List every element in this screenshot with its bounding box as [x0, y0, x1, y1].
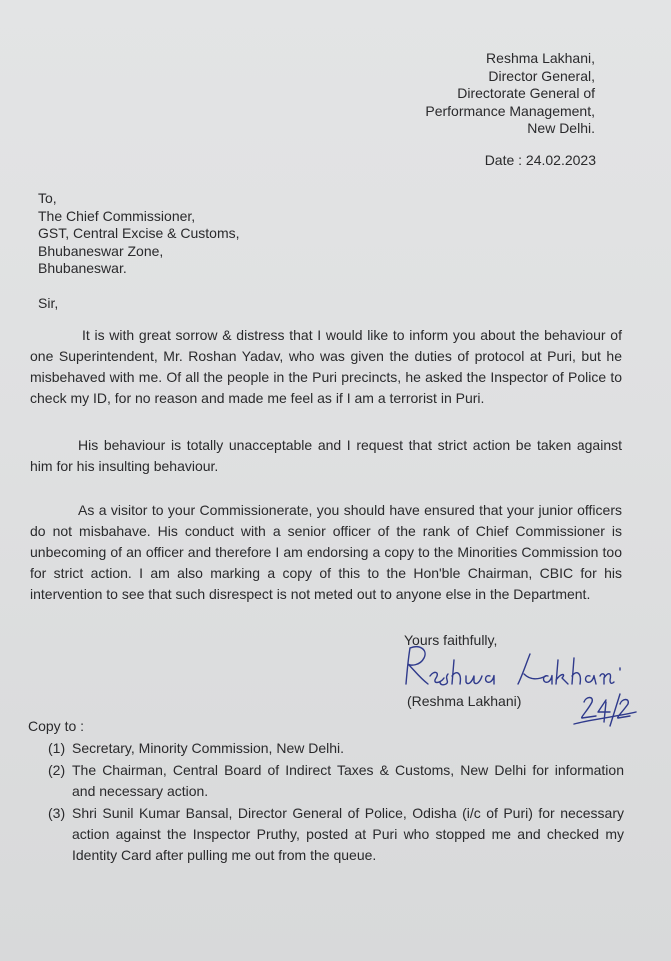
closing: Yours faithfully,: [404, 632, 498, 648]
handwritten-signature: [398, 640, 642, 730]
body-paragraph-2: His behaviour is totally unacceptable and I request that strict action be taken against him for his insulting behaviour.: [30, 437, 622, 474]
recipient-line: Bhubaneswar.: [38, 260, 127, 276]
copy-item-text: Shri Sunil Kumar Bansal, Director General of Police, Odisha (i/c of Puri) for necessary action against the Inspector Pruthy, posted at Puri who stopped me and checked my Identity Card after pulling me out from the queue.: [72, 805, 624, 863]
recipient-line: The Chief Commissioner,: [38, 207, 196, 224]
body-paragraph-3: As a visitor to your Commissionerate, you should have ensured that your junior officers do not misbahave. His conduct with a senior officer of the rank of Chief Commissioner is unbecoming of an officer and therefore I am endorsing a copy to the Minorities Commission too for strict action. I am also marking a copy of this to the Hon'ble Chairman, CBIC for his intervention to see that such disrespect is not meted out to anyone else in the Department.: [30, 502, 622, 602]
copy-item-number: (3): [48, 805, 66, 821]
copy-item-text: The Chairman, Central Board of Indirect Taxes & Customs, New Delhi for information and necessary action.: [72, 762, 624, 799]
recipient-line: GST, Central Excise & Customs,: [38, 225, 240, 241]
salutation: Sir,: [38, 295, 59, 311]
copy-item-number: (1): [48, 740, 66, 756]
copy-to-list: [48, 738, 628, 867]
signature-date-text: 24/2/2023: [634, 724, 639, 725]
body-paragraph-1: It is with great sorrow & distress that I would like to inform you about the behaviour of one Superintendent, Mr. Roshan Yadav, who was given the duties of protocol at Puri, but he misbehaved with me. Of all the people in the Puri precincts, he asked the Inspector of Police to check my ID, for no reason and made me feel as if I am a terrorist in Puri.: [30, 327, 622, 406]
sender-line: Performance Management,: [425, 102, 595, 119]
list-item: [48, 738, 628, 759]
copy-item-number: (2): [48, 762, 66, 778]
recipient-line: To,: [38, 190, 57, 206]
printed-name: (Reshma Lakhani): [407, 693, 522, 709]
list-item: [48, 760, 628, 802]
recipient-line: Bhubaneswar Zone,: [38, 242, 164, 259]
copy-item-text: Secretary, Minority Commission, New Delhi.: [72, 740, 345, 756]
copy-to-heading: Copy to :: [28, 718, 85, 734]
signature-text: Reshma Lakhani: [634, 720, 642, 721]
letter-date: Date : 24.02.2023: [484, 152, 596, 168]
sender-line: New Delhi.: [527, 120, 595, 136]
recipient-address: [38, 190, 240, 278]
sender-address: [425, 50, 595, 138]
sender-line: Reshma Lakhani,: [486, 50, 595, 66]
list-item: [48, 803, 628, 866]
sender-line: Director General,: [488, 67, 595, 84]
sender-line: Directorate General of: [457, 85, 595, 101]
